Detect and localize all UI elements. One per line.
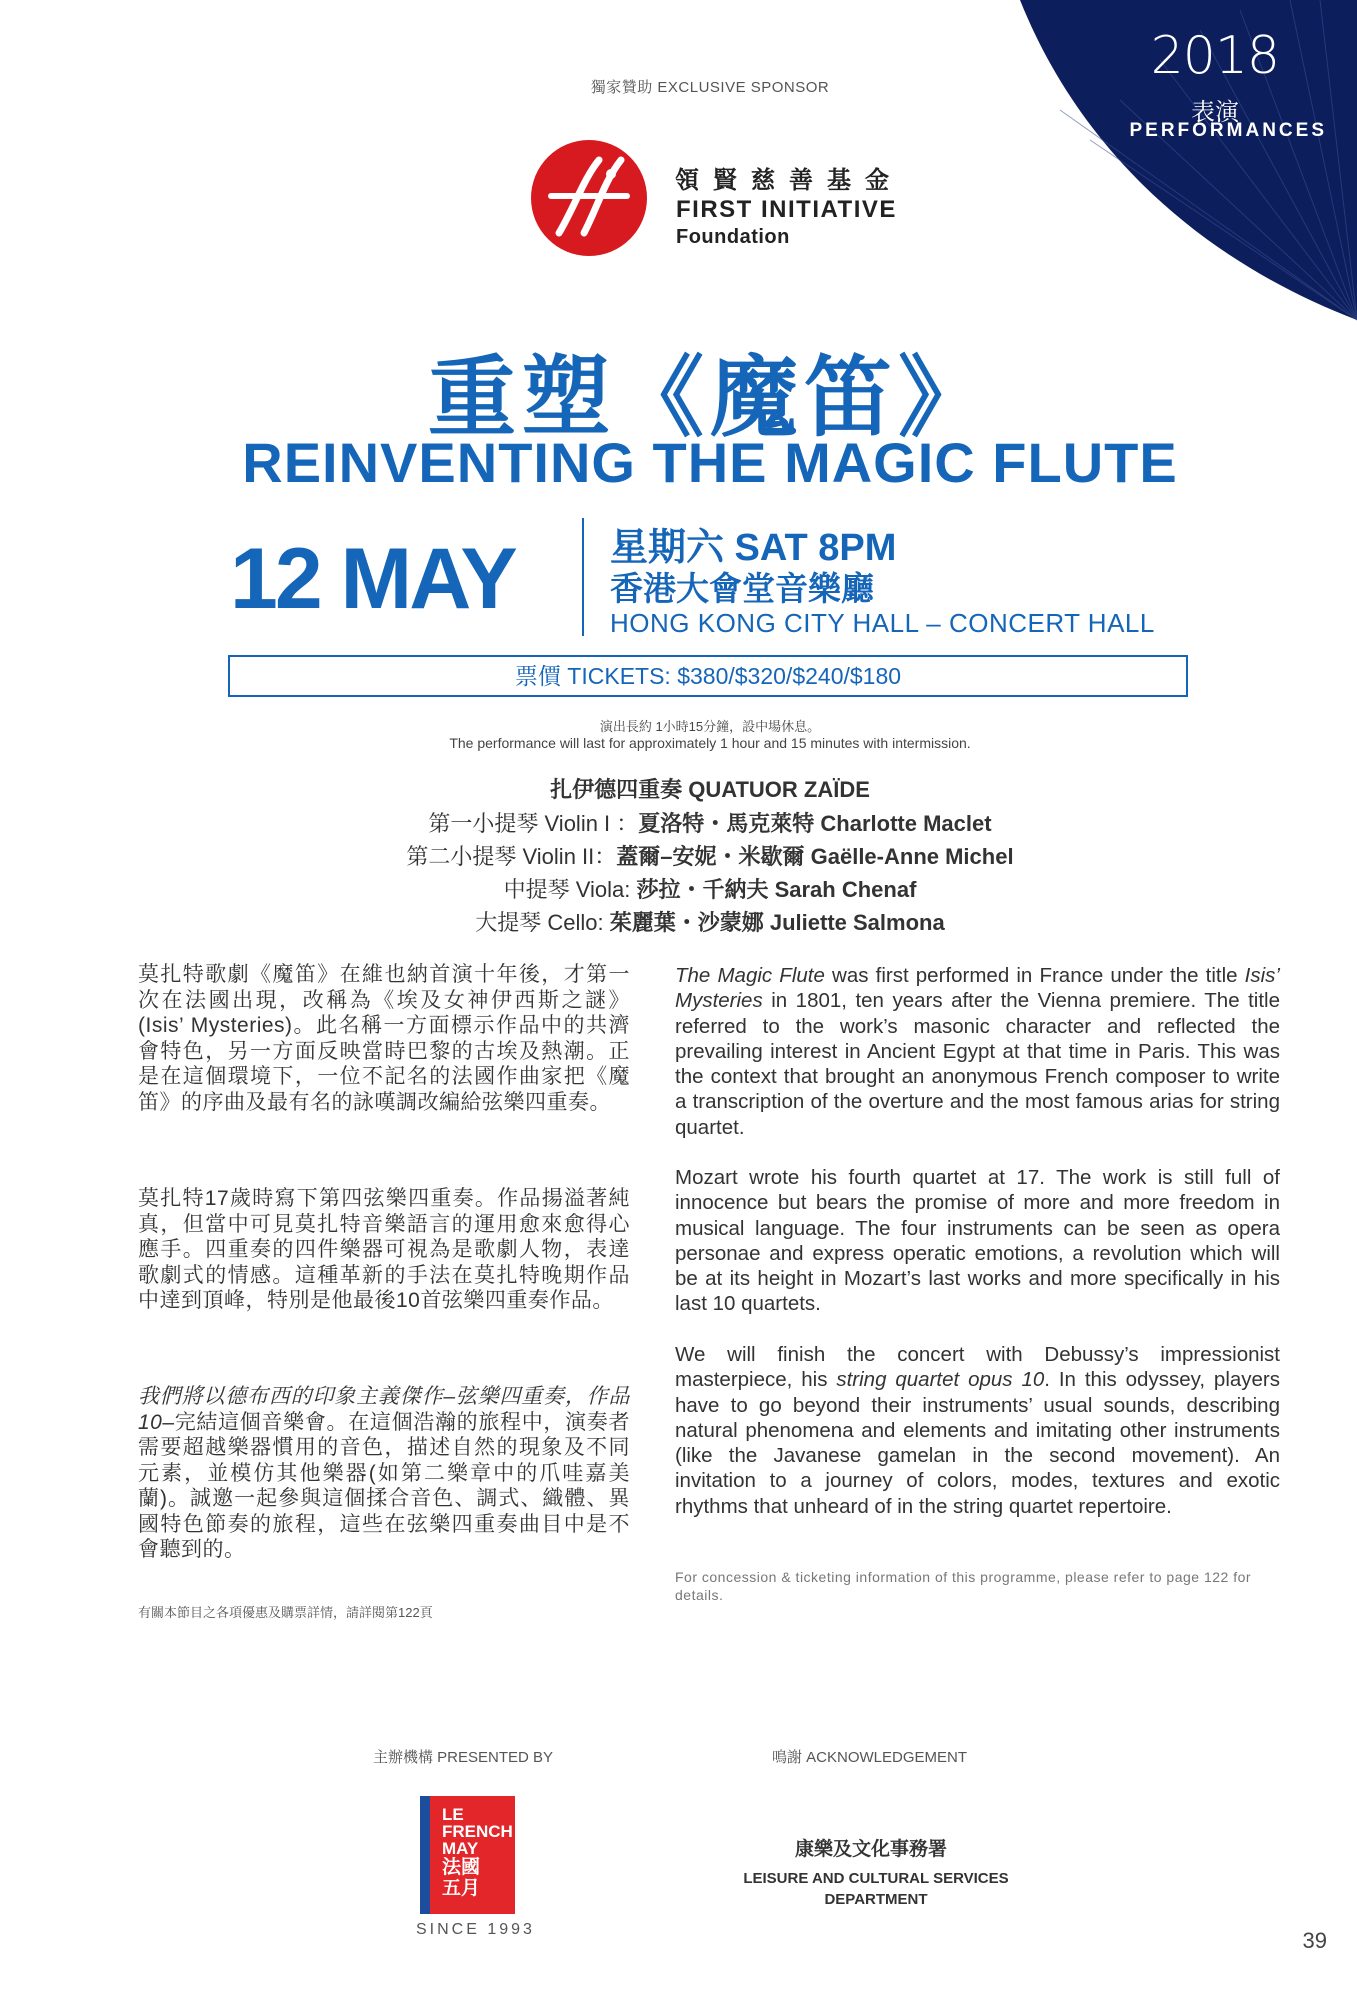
event-day-time: 星期六 SAT 8PM <box>610 527 897 569</box>
venue-en: HONG KONG CITY HALL – CONCERT HALL <box>610 608 1155 638</box>
sponsor-name-en: FIRST INITIATIVE <box>676 196 897 223</box>
lfm-line: 法國 <box>442 1857 481 1878</box>
ensemble-member <box>0 906 1357 937</box>
title-zh: 重塑《魔笛》 <box>427 348 992 447</box>
first-initiative-logo-icon <box>529 138 649 258</box>
since-label: SINCE 1993 <box>416 1921 535 1938</box>
body-en-p3-b: . In this odyssey, players have to go beyond their instruments’ usual sounds, describing natural phenomena and elements and imitating other instruments (like the Javanese gamelan in the second movement). An invitation to a journey of colors, modes, textures and exotic rhythms that unheard of in the string quartet repertoire. <box>675 1368 1281 1518</box>
ensemble-member <box>0 873 1357 904</box>
body-en-p3-em: string quartet opus 10 <box>836 1368 1045 1392</box>
title-en: REINVENTING THE MAGIC FLUTE <box>242 431 1178 494</box>
body-en-p1-em2: Isis’ Mysteries <box>675 964 1280 1013</box>
body-en-p1-em1: The Magic Flute <box>675 964 825 987</box>
lcsd-name-en: LEISURE AND CULTURAL SERVICES DEPARTMENT <box>743 1870 1009 1908</box>
body-zh-paragraph-2: 莫扎特17歲時寫下第四弦樂四重奏。作品揚溢著純真，但當中可見莫扎特音樂語言的運用愈來愈得心應手。四重奏的四件樂器可視為是歌劇人物，表達歌劇式的情感。這種革新的手法在莫扎特晚期作品中達到頂峰，特別是他最後10首弦樂四重奏作品。 <box>138 1187 630 1312</box>
body-en-p1-a: was first performed in France under the title <box>824 964 1245 987</box>
presented-by-label: 主辦機構 PRESENTED BY <box>373 1749 554 1766</box>
member-role: 中提琴 Viola: <box>503 877 637 902</box>
duration-en: The performance will last for approximately 1 hour and 15 minutes with intermission. <box>449 735 971 751</box>
le-french-may-logo-bar <box>420 1796 430 1914</box>
corner-label-zh: 表演 <box>1191 99 1239 126</box>
member-role: 第二小提琴 Violin II： <box>406 844 617 869</box>
body-en-p1-b: in 1801, ten years after the Vienna premiere. The title referred to the work’s masonic character and reflected the prevailing interest in Ancient Egypt at that time in Paris. This was the context that brought an anonymous French composer to write a transcription of the overture and the most famous arias for string quartet. <box>675 989 1280 1139</box>
le-french-may-logo-text <box>442 1806 513 1899</box>
body-zh-paragraph-1: 莫扎特歌劇《魔笛》在維也納首演十年後，才第一次在法國出現，改稱為《埃及女神伊西斯之謎》(Isis’ Mysteries)。此名稱一方面標示作品中的共濟會特色，另一方面反映當時巴黎的古埃及熱潮。正是在這個環境下，一位不記名的法國作曲家把《魔笛》的序曲及最有名的詠嘆調改編給弦樂四重奏。 <box>138 963 630 1114</box>
ensemble-member <box>0 840 1357 871</box>
lfm-line: FRENCH <box>442 1822 513 1841</box>
corner-label-en: PERFORMANCES <box>1129 120 1327 141</box>
ticket-prices: 票價 TICKETS: $380/$320/$240/$180 <box>228 655 1188 697</box>
sponsor-label: 獨家贊助 EXCLUSIVE SPONSOR <box>590 79 830 96</box>
note-en: For concession & ticketing information of this programme, please refer to page 122 for details. <box>675 1569 1252 1603</box>
lfm-line: LE <box>442 1805 464 1824</box>
duration-zh: 演出長約 1小時15分鐘，設中場休息。 <box>599 719 821 734</box>
date-divider <box>582 518 584 636</box>
member-name: 莎拉・千納夫 Sarah Chenaf <box>636 877 917 902</box>
member-name: 夏洛特・馬克萊特 Charlotte Maclet <box>638 811 992 836</box>
venue-zh: 香港大會堂音樂廳 <box>610 570 874 607</box>
member-role: 第一小提琴 Violin I ： <box>428 811 639 836</box>
body-zh-paragraph-3-text: –完結這個音樂會。在這個浩瀚的旅程中，演奏者需要超越樂器慣用的音色，描述自然的現象及不同元素，並模仿其他樂器(如第二樂章中的爪哇嘉美蘭)。誠邀一起參與這個揉合音色、調式、織體、異國特色節奏的旅程，這些在弦樂四重奏曲目中是不會聽到的。 <box>138 1410 630 1561</box>
corner-year: 2018 <box>1150 26 1279 86</box>
lfm-line: 五月 <box>442 1878 481 1899</box>
lfm-line: MAY <box>442 1839 479 1858</box>
sponsor-name-en-2: Foundation <box>676 226 790 248</box>
lcsd-name-zh: 康樂及文化事務署 <box>795 1839 948 1860</box>
member-name: 蓋爾–安妮・米歇爾 Gaëlle-Anne Michel <box>616 844 1014 869</box>
member-name: 茱麗葉・沙蒙娜 Juliette Salmona <box>609 910 945 935</box>
note-zh: 有關本節目之各項優惠及購票詳情，請詳閱第122頁 <box>138 1605 433 1620</box>
event-date: 12 MAY <box>230 531 515 627</box>
body-en-paragraph-1 <box>675 963 1280 1140</box>
sponsor-name-zh: 領賢慈善基金 <box>675 167 903 194</box>
ensemble-member <box>0 807 1357 838</box>
body-en-p3-a: We will finish the concert with Debussy’s impressionist masterpiece, his <box>675 1343 1280 1392</box>
page-number: 39 <box>1302 1928 1327 1953</box>
body-zh-paragraph-3-em: 我們將以德布西的印象主義傑作–弦樂四重奏，作品10 <box>138 1385 630 1434</box>
body-zh-paragraph-3 <box>138 1384 630 1563</box>
member-role: 大提琴 Cello: <box>475 910 610 935</box>
body-en-paragraph-2: Mozart wrote his fourth quartet at 17. The work is still full of innocence but bears the promise of more and more freedom in musical language. The four instruments can be seen as opera personae and express operatic emotions, a revolution which will be at its height in Mozart’s last works and more specifically in his last 10 quartets. <box>675 1166 1280 1316</box>
ensemble-title: 扎伊德四重奏 QUATUOR ZAÏDE <box>550 777 870 802</box>
body-en-paragraph-3 <box>675 1342 1280 1519</box>
acknowledgement-label: 鳴謝 ACKNOWLEDGEMENT <box>772 1749 968 1766</box>
